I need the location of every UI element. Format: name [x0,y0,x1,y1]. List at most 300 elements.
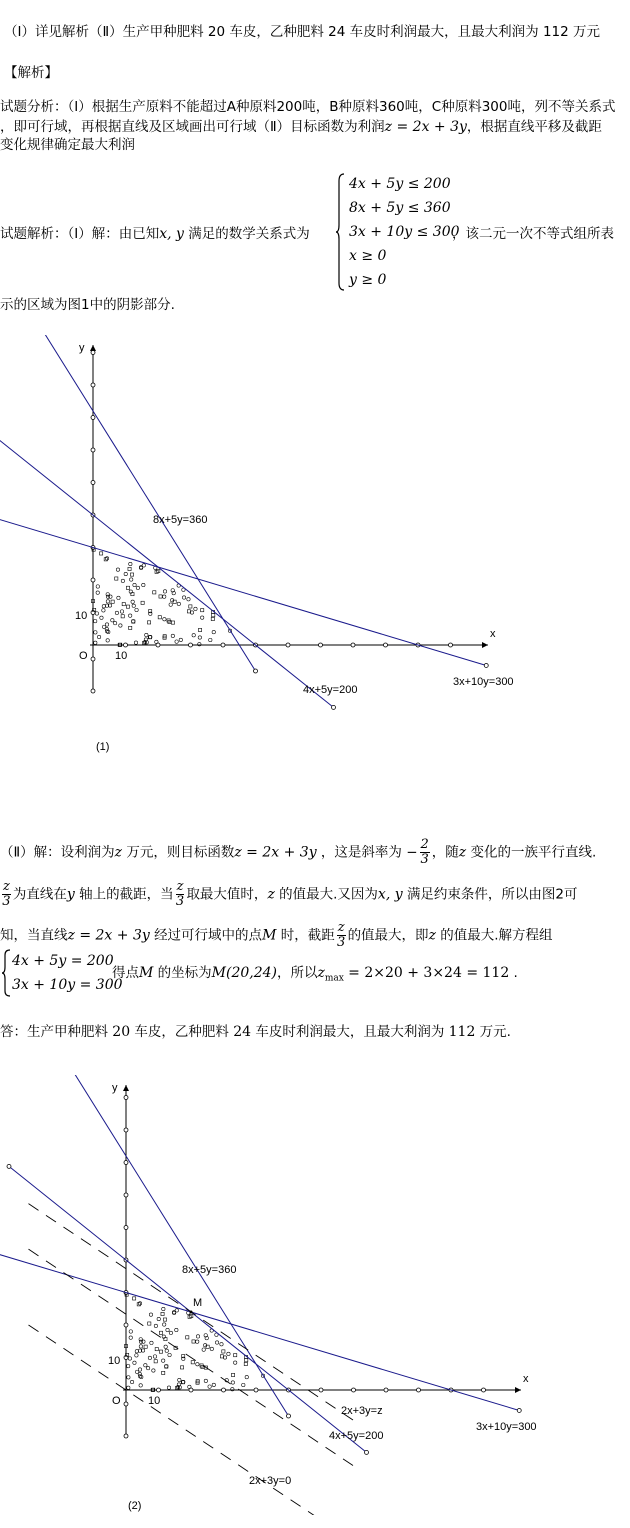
answer-number: 24 [233,1024,252,1040]
region-dot [245,1359,248,1362]
x-axis-tick [351,643,355,647]
x-tick-label: 10 [148,1395,161,1407]
solution-text: 的坐标为 [157,965,212,981]
answer-summary: （Ⅰ）详见解析（Ⅱ）生产甲种肥料 20 车皮，乙种肥料 24 车皮时利润最大，且最大利润为 112 万元 [4,24,600,40]
region-dot [159,595,162,598]
solution-text: 万元，则目标函数 [126,844,235,861]
region-dot [105,623,108,626]
analysis-line-1: 试题分析：（Ⅰ）根据生产原料不能超过A种原料200吨，B种原料360吨，C种原料300吨，列不等关系式 [0,99,616,115]
y-axis-tick [124,1128,128,1132]
analysis-line-2 [0,117,602,137]
line-b-label: 8x+5y=360 [153,514,208,526]
region-dot [233,1361,236,1364]
region-dot [133,583,136,586]
region-dot [165,1349,168,1352]
solution-text: 取最大值时， [186,886,268,903]
region-dot [154,1360,157,1363]
y-tick-label: 10 [75,610,88,622]
region-dot [194,607,197,610]
region-dot [231,1373,234,1376]
region-dot [196,1335,199,1338]
solution-text: 知，当直线 [0,927,68,944]
origin-label: O [79,650,88,662]
objective-function: z = 2x + 3y [67,927,150,944]
region-dot [96,591,99,594]
region-dot [177,602,180,605]
region-dot [106,595,109,598]
region-dot [111,619,114,622]
line-endpoint [332,705,336,709]
solution-text: 满足约束条件，所以由图2可 [406,886,578,903]
variable-z: z [114,844,123,861]
x-axis-tick [352,1388,356,1392]
region-dot [166,1328,169,1331]
region-dot [168,1353,171,1356]
region-dot [134,641,137,644]
region-dot [106,639,109,642]
x-axis-tick [221,643,225,647]
region-dot [180,1366,183,1369]
intercept-fraction [2,880,11,909]
region-dot [231,1381,234,1384]
y-axis-tick [91,657,95,661]
variable-z: z [458,844,467,861]
region-dot [149,1313,152,1316]
x-axis-tick [449,643,453,647]
line-a-label: 4x+5y=200 [303,684,358,696]
region-dot [171,621,174,624]
constraint-line-c [0,499,486,666]
answer-text: 万元. [479,1024,511,1040]
region-dot [97,635,100,638]
answer-text: 车皮时利润最大，且最大利润为 [255,1024,445,1040]
region-dot [211,617,214,620]
fraction-numerator: z [337,920,345,935]
point-m-coordinates: M(20,24) [211,965,277,981]
region-dot [115,577,118,580]
region-dot [153,591,156,594]
region-dot [138,1368,141,1371]
region-dot [121,615,124,618]
solution-text: 时，截距 [280,927,335,944]
analysis-text: ，即可行域，再根据直线及区域画出可行域（Ⅱ）目标函数为利润 [0,119,385,135]
fraction-denominator: 3 [2,894,11,909]
solution-text: 变化的一族平行直线. [470,844,597,861]
region-dot [155,1348,158,1351]
max-profit-expression: = 2×20 + 3×24 = 112 [348,965,510,981]
intercept-fraction [337,921,346,950]
x-axis-tick [417,1388,421,1392]
region-dot [155,640,158,643]
region-dot [133,1297,136,1300]
answer-text: 车皮，乙种肥料 [134,1024,229,1040]
region-dot [115,611,118,614]
region-dot [175,1328,178,1331]
region-dot [120,610,123,613]
region-dot [139,1345,142,1348]
region-dot [163,618,166,621]
region-dot [204,1379,207,1382]
fraction-numerator: z [3,879,10,894]
x-axis-label: x [490,628,496,640]
x-axis-tick [286,643,290,647]
y-axis-tick [124,1323,128,1327]
region-dot [129,1330,132,1333]
region-dot [187,598,190,601]
brace-icon [2,949,12,997]
slope-fraction [420,838,430,867]
region-dot [94,641,97,644]
region-dot [132,604,135,607]
x-axis-tick [384,1388,388,1392]
line-endpoint [254,669,258,673]
x-axis-tick [319,1388,323,1392]
solution-text: ，这是斜率为 − [320,844,418,861]
region-dot [163,590,166,593]
variable-y: y [66,886,75,903]
constraint-line-c [0,1244,519,1411]
y-axis-tick [91,689,95,693]
solution-text: 经过可行域中的点 [154,927,263,944]
region-dot [100,552,103,555]
line-c-label: 3x+10y=300 [453,676,514,688]
y-axis-label: y [79,342,85,354]
line-endpoint [484,663,488,667]
region-dot [202,1348,205,1351]
region-dot [169,1331,172,1334]
line-endpoint [365,1450,369,1454]
objective-function: z = 2x + 3y [234,844,317,861]
region-dot [142,583,145,586]
region-dot [129,1336,132,1339]
inequality-4: x ≥ 0 [349,248,387,264]
isoline-zero-label: 2x+3y=0 [249,1475,292,1487]
region-dot [102,609,105,612]
region-dot [220,1343,223,1346]
inequality-1: 4x + 5y ≤ 200 [349,176,451,192]
x-axis-tick [254,1388,258,1392]
region-dot [178,1378,181,1381]
region-dot [128,614,131,617]
solution-text: 为直线在 [12,886,67,903]
region-dot [234,1354,237,1357]
region-dot [148,1322,151,1325]
fraction-denominator: 3 [336,935,346,950]
x-axis-tick [384,643,388,647]
region-dot [113,621,116,624]
line-c-label: 3x+10y=300 [476,1421,537,1433]
solution1-continuation: 示的区域为图1中的阴影部分. [0,297,175,313]
origin-label: O [112,1395,121,1407]
region-dot [127,1376,130,1379]
region-dot [122,603,125,606]
x-axis-arrow-icon [515,1387,521,1393]
solution-text: ，随 [431,844,459,861]
line-b-label: 8x+5y=360 [182,1264,237,1276]
region-dot [162,1371,165,1374]
region-dot [169,603,172,606]
region-dot [154,1324,157,1327]
variables: x, y [159,226,184,242]
point-m-marker [190,1311,193,1314]
solution-text: 得点 [112,965,139,981]
region-dot [186,1336,189,1339]
region-dot [161,1359,164,1362]
region-dot [210,1347,213,1350]
region-dot [244,1362,247,1365]
solution-text: （Ⅱ）解：设利润为 [0,844,115,861]
region-dot [245,1375,248,1378]
region-dot [102,605,105,608]
solution-text: . [513,965,518,981]
x-axis-tick [222,1388,226,1392]
region-dot [145,633,148,636]
region-dot [128,1357,131,1360]
isoline-z-label: 2x+3y=z [341,1405,383,1417]
inequality-system [349,172,460,292]
fraction-numerator: 2 [420,837,429,852]
solution-text: 试题解析：（Ⅰ）解：由已知 [0,226,160,242]
fraction-denominator: 3 [420,852,429,867]
region-dot [148,1356,151,1359]
region-dot [135,1354,138,1357]
objective-function: z = 2x + 3y [384,119,467,135]
variables: x, y [377,886,403,903]
y-axis-tick [124,1356,128,1360]
region-dot [201,609,204,612]
region-dot [117,596,120,599]
solution1-suffix: ，该二元一次不等式组所表 [452,226,614,242]
solution-text: 的值最大，即 [347,927,429,944]
variable-z: z [428,927,436,944]
variable-z: z [267,886,275,903]
region-dot [158,616,161,619]
region-dot [200,616,203,619]
region-dot [95,612,98,615]
region-dot [212,630,215,633]
region-dot [126,586,129,589]
region-dot [96,585,99,588]
x-axis-tick [157,1388,161,1392]
region-dot [131,600,134,603]
region-dot [144,1345,147,1348]
constraint-line-b [28,335,256,671]
point-m: M [262,927,277,944]
region-dot [153,1355,156,1358]
isoline-zero [29,1325,354,1515]
constraint-line-b [61,1075,289,1416]
figure-caption: (1) [96,741,110,753]
line-endpoint [287,1414,291,1418]
solution2-line-2 [0,880,578,909]
region-dot [106,600,109,603]
region-dot [93,619,96,622]
region-dot [138,1302,141,1305]
region-dot [130,1380,133,1383]
region-dot [144,1364,147,1367]
region-dot [129,562,132,565]
equation-1: 4x + 5y = 200 [12,953,114,969]
x-axis-label: x [523,1373,529,1385]
y-axis-tick [124,1402,128,1406]
region-dot [175,640,178,643]
x-axis-arrow-icon [482,642,488,648]
region-dot [94,631,97,634]
final-answer [0,1022,511,1042]
region-dot [111,600,114,603]
point-m-label: M [193,1297,203,1309]
y-axis-tick [124,1096,128,1100]
region-dot [188,1385,191,1388]
region-dot [130,573,133,576]
region-dot [133,1361,136,1364]
y-axis-tick [91,351,95,355]
region-dot [141,601,144,604]
region-dot [164,1345,167,1348]
analysis-text: ，根据直线平移及截距 [466,119,602,135]
section-title: 【解析】 [4,65,58,81]
region-dot [146,1366,149,1369]
y-axis-tick [124,1226,128,1230]
y-axis-tick [91,481,95,485]
solution2-line-1 [0,838,596,867]
equation-system [12,949,123,997]
y-axis-tick [124,1434,128,1438]
solution-text: ，所以 [276,965,318,981]
x-tick-label: 10 [115,650,128,662]
region-dot [209,638,212,641]
region-dot [105,557,108,560]
point-m: M [139,965,154,981]
region-dot [212,1383,215,1386]
fraction-denominator: 3 [175,894,185,909]
x-axis-tick [319,643,323,647]
region-dot [136,586,139,589]
region-dot [198,628,201,631]
inequality-3: 3x + 10y ≤ 300 [349,224,460,240]
region-dot [198,636,201,639]
region-dot [129,626,132,629]
region-dot [159,1331,162,1334]
solution-text: 满足的数学关系式为 [188,226,310,242]
y-axis-label: y [112,1082,118,1094]
region-dot [147,621,150,624]
solution-text: 的值最大.又因为 [279,886,378,903]
region-dot [135,608,138,611]
y-tick-label: 10 [108,1355,121,1367]
figure-caption: (2) [128,1500,142,1512]
feasible-region-figure-1 [0,335,630,755]
y-axis-tick [91,448,95,452]
region-dot [119,624,122,627]
region-dot [127,1386,130,1389]
region-dot [227,1352,230,1355]
region-dot [116,568,119,571]
region-dot [135,1350,138,1353]
x-axis-tick [189,643,193,647]
solution-text: 的值最大.解方程组 [440,927,553,944]
y-axis-tick [124,1161,128,1165]
region-dot [126,1364,129,1367]
answer-number: 20 [112,1024,131,1040]
region-dot [162,1307,165,1310]
solution2-line-4 [112,963,518,989]
constraint-line-a [0,421,334,707]
intercept-fraction [176,880,185,909]
region-dot [182,596,185,599]
region-dot [139,1384,142,1387]
region-dot [100,616,103,619]
region-dot [130,578,133,581]
region-dot [159,1350,162,1353]
line-endpoint [517,1408,521,1412]
y-axis-tick [91,611,95,615]
analysis-line-3: 变化规律确定最大利润 [0,137,135,153]
solution2-line-3 [0,921,553,950]
feasible-region-figure-2 [0,1075,630,1515]
region-dot [192,634,195,637]
region-dot [215,1341,218,1344]
region-dot [167,1386,170,1389]
variable-z: z [317,965,325,981]
line-a-label: 4x+5y=200 [329,1430,384,1442]
region-dot [191,1361,194,1364]
region-dot [242,1383,245,1386]
equation-2: 3x + 10y = 300 [12,977,123,993]
region-dot [192,1340,195,1343]
y-axis-tick [91,578,95,582]
region-dot [212,614,215,617]
region-dot [189,605,192,608]
region-dot [126,605,129,608]
answer-text: 答：生产甲种肥料 [0,1024,108,1040]
region-dot [157,1317,160,1320]
region-dot [150,1341,153,1344]
region-dot [196,1363,199,1366]
region-dot [107,630,110,633]
region-dot [139,1340,142,1343]
region-dot [140,1375,143,1378]
y-axis-tick [91,383,95,387]
region-dot [163,1318,166,1321]
region-dot [208,1385,211,1388]
x-axis-tick [482,1388,486,1392]
line-endpoint [7,1164,11,1168]
region-dot [222,1350,225,1353]
x-axis-tick [124,643,128,647]
solution1-lead [0,224,310,244]
inequality-5: y ≥ 0 [349,272,387,288]
brace-icon [336,173,346,291]
inequality-2: 8x + 5y ≤ 360 [349,200,451,216]
region-dot [128,567,131,570]
answer-number: 112 [448,1024,476,1040]
fraction-numerator: z [176,879,184,894]
region-dot [171,634,174,637]
region-dot [161,1312,164,1315]
region-dot [163,1323,166,1326]
region-dot [124,572,127,575]
region-dot [121,579,124,582]
region-dot [152,1369,155,1372]
solution-text: 轴上的截距，当 [79,886,174,903]
region-dot [196,1340,199,1343]
subscript-max: max [324,973,344,984]
y-axis-tick [91,416,95,420]
region-dot [179,638,182,641]
y-axis-tick [124,1193,128,1197]
y-axis-arrow-icon [123,1085,129,1091]
